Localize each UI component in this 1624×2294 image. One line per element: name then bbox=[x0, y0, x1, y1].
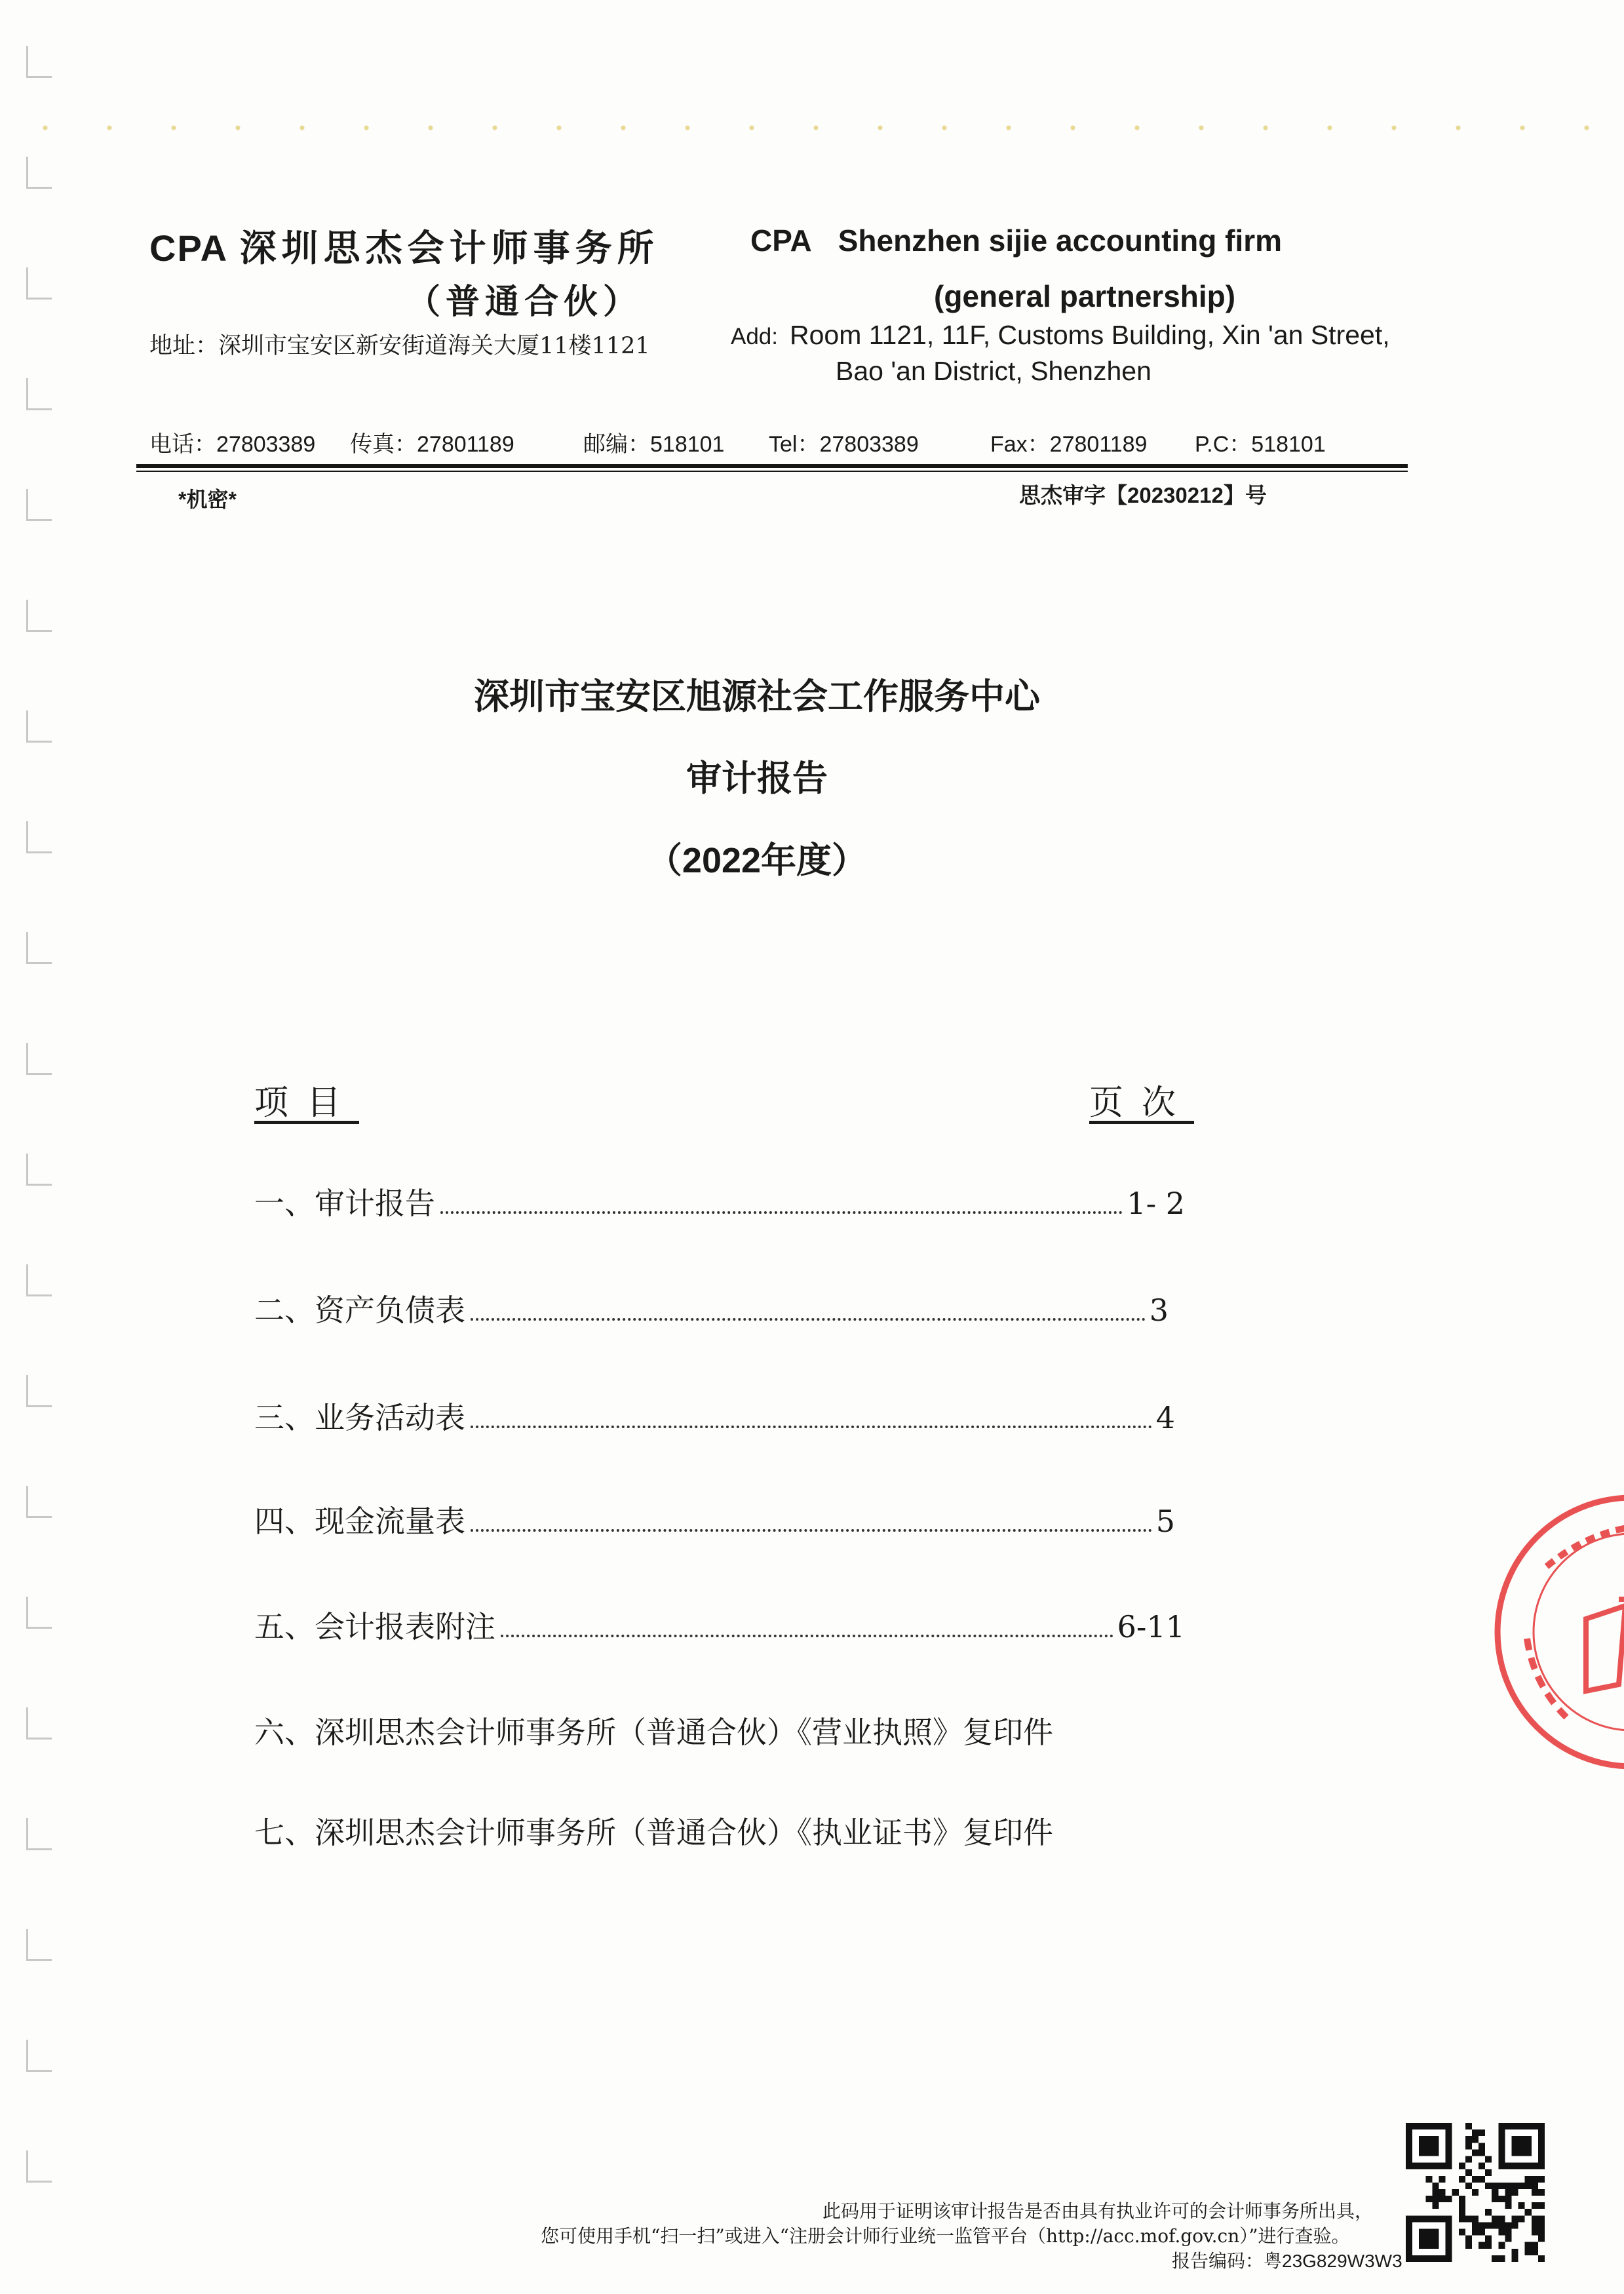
binding-hole-mark bbox=[26, 1929, 52, 1961]
toc-item bbox=[254, 1287, 1169, 1326]
contents-header-item: 项目 bbox=[254, 1083, 360, 1123]
report-title: 审计报告 bbox=[686, 759, 828, 798]
contact-row bbox=[149, 426, 1349, 456]
address-en-label: Add: bbox=[731, 324, 778, 349]
toc-item-page: 6-11 bbox=[1117, 1609, 1185, 1644]
address-en-line1: Room 1121, 11F, Customs Building, Xin 'an Street, bbox=[790, 320, 1390, 350]
report-year: （2022年度） bbox=[646, 841, 868, 880]
toc-item bbox=[254, 1498, 1175, 1537]
toc-item-label: 二、资产负债表 bbox=[254, 1293, 465, 1328]
toc-item-page: 5 bbox=[1155, 1504, 1175, 1539]
toc-item-label: 一、审计报告 bbox=[254, 1186, 435, 1221]
address-en bbox=[731, 318, 1390, 388]
toc-item-page: 4 bbox=[1155, 1400, 1175, 1435]
phone-cn: 电话：27803389 bbox=[149, 432, 316, 457]
toc-item-page: 1- 2 bbox=[1127, 1186, 1185, 1221]
firm-name-en bbox=[750, 223, 1282, 258]
binding-hole-mark bbox=[26, 489, 52, 521]
binding-margin-marks bbox=[26, 26, 59, 2268]
toc-leader bbox=[471, 1529, 1152, 1532]
cpa-label: CPA bbox=[149, 227, 229, 269]
firm-name-en-text: Shenzhen sijie accounting firm bbox=[838, 224, 1283, 258]
binding-hole-mark bbox=[26, 267, 52, 300]
binding-hole-mark bbox=[26, 46, 52, 78]
entity-title: 深圳市宝安区旭源社会工作服务中心 bbox=[474, 677, 1040, 716]
toc-item bbox=[254, 1180, 1185, 1219]
fax-en: Fax：27801189 bbox=[990, 432, 1148, 457]
binding-hole-mark bbox=[26, 1707, 52, 1740]
toc-leader bbox=[501, 1635, 1113, 1637]
partnership-en: (general partnership) bbox=[934, 279, 1236, 313]
perforation-line bbox=[13, 125, 1599, 131]
contents-header-page: 页次 bbox=[1089, 1083, 1195, 1123]
address-en-line2: Bao 'an District, Shenzhen bbox=[836, 356, 1151, 386]
footer-verify-note: 您可使用手机“扫一扫”或进入“注册会计师行业统一监管平台（http://acc.mof.gov.cn）”进行查验。 bbox=[541, 2225, 1350, 2247]
toc-item-label: 四、现金流量表 bbox=[254, 1504, 465, 1539]
verification-qr-code bbox=[1406, 2120, 1545, 2265]
binding-hole-mark bbox=[26, 1818, 52, 1850]
binding-hole-mark bbox=[26, 2040, 52, 2072]
report-number: 思杰审字【20230212】号 bbox=[1019, 483, 1267, 507]
fax-cn: 传真：27801189 bbox=[350, 432, 514, 457]
firm-name-cn bbox=[149, 220, 659, 272]
binding-hole-mark bbox=[26, 600, 52, 632]
binding-hole-mark bbox=[26, 1486, 52, 1518]
toc-item-label: 三、业务活动表 bbox=[254, 1400, 465, 1435]
toc-item bbox=[254, 1603, 1185, 1643]
binding-hole-mark bbox=[26, 157, 52, 189]
toc-item-certificate: 七、深圳思杰会计师事务所（普通合伙）《执业证书》复印件 bbox=[254, 1815, 1053, 1850]
binding-hole-mark bbox=[26, 378, 52, 410]
footer-qr-note: 此码用于证明该审计报告是否由具有执业许可的会计师事务所出具， bbox=[822, 2200, 1374, 2222]
cpa-label-en: CPA bbox=[750, 224, 812, 258]
binding-hole-mark bbox=[26, 1154, 52, 1186]
toc-item-license: 六、深圳思杰会计师事务所（普通合伙）《营业执照》复印件 bbox=[254, 1715, 1053, 1750]
binding-hole-mark bbox=[26, 932, 52, 964]
binding-hole-mark bbox=[26, 1043, 52, 1075]
header-rule bbox=[136, 464, 1408, 468]
binding-hole-mark bbox=[26, 1375, 52, 1407]
binding-hole-mark bbox=[26, 1264, 52, 1296]
binding-hole-mark bbox=[26, 2150, 52, 2183]
toc-leader bbox=[440, 1211, 1123, 1214]
address-cn: 地址：深圳市宝安区新安街道海关大厦11楼1121 bbox=[149, 333, 650, 359]
confidential-mark: *机密* bbox=[178, 488, 237, 511]
binding-hole-mark bbox=[26, 1597, 52, 1629]
toc-item-label: 五、会计报表附注 bbox=[254, 1609, 495, 1644]
tel-en: Tel：27803389 bbox=[769, 432, 919, 457]
toc-leader bbox=[471, 1318, 1146, 1321]
header-rule-thin bbox=[136, 471, 1408, 472]
toc-leader bbox=[471, 1426, 1152, 1428]
partnership-cn: （普通合伙） bbox=[406, 282, 643, 322]
postcode-cn: 邮编：518101 bbox=[583, 432, 725, 457]
seal-stamp bbox=[1488, 1488, 1624, 1776]
toc-item-page: 3 bbox=[1149, 1293, 1169, 1328]
firm-name-cn-text: 深圳思杰会计师事务所 bbox=[239, 227, 659, 270]
toc-item bbox=[254, 1394, 1175, 1433]
postcode-en: P.C：518101 bbox=[1195, 432, 1326, 457]
footer-report-code: 报告编码：粤23G829W3W3 bbox=[1172, 2251, 1402, 2271]
